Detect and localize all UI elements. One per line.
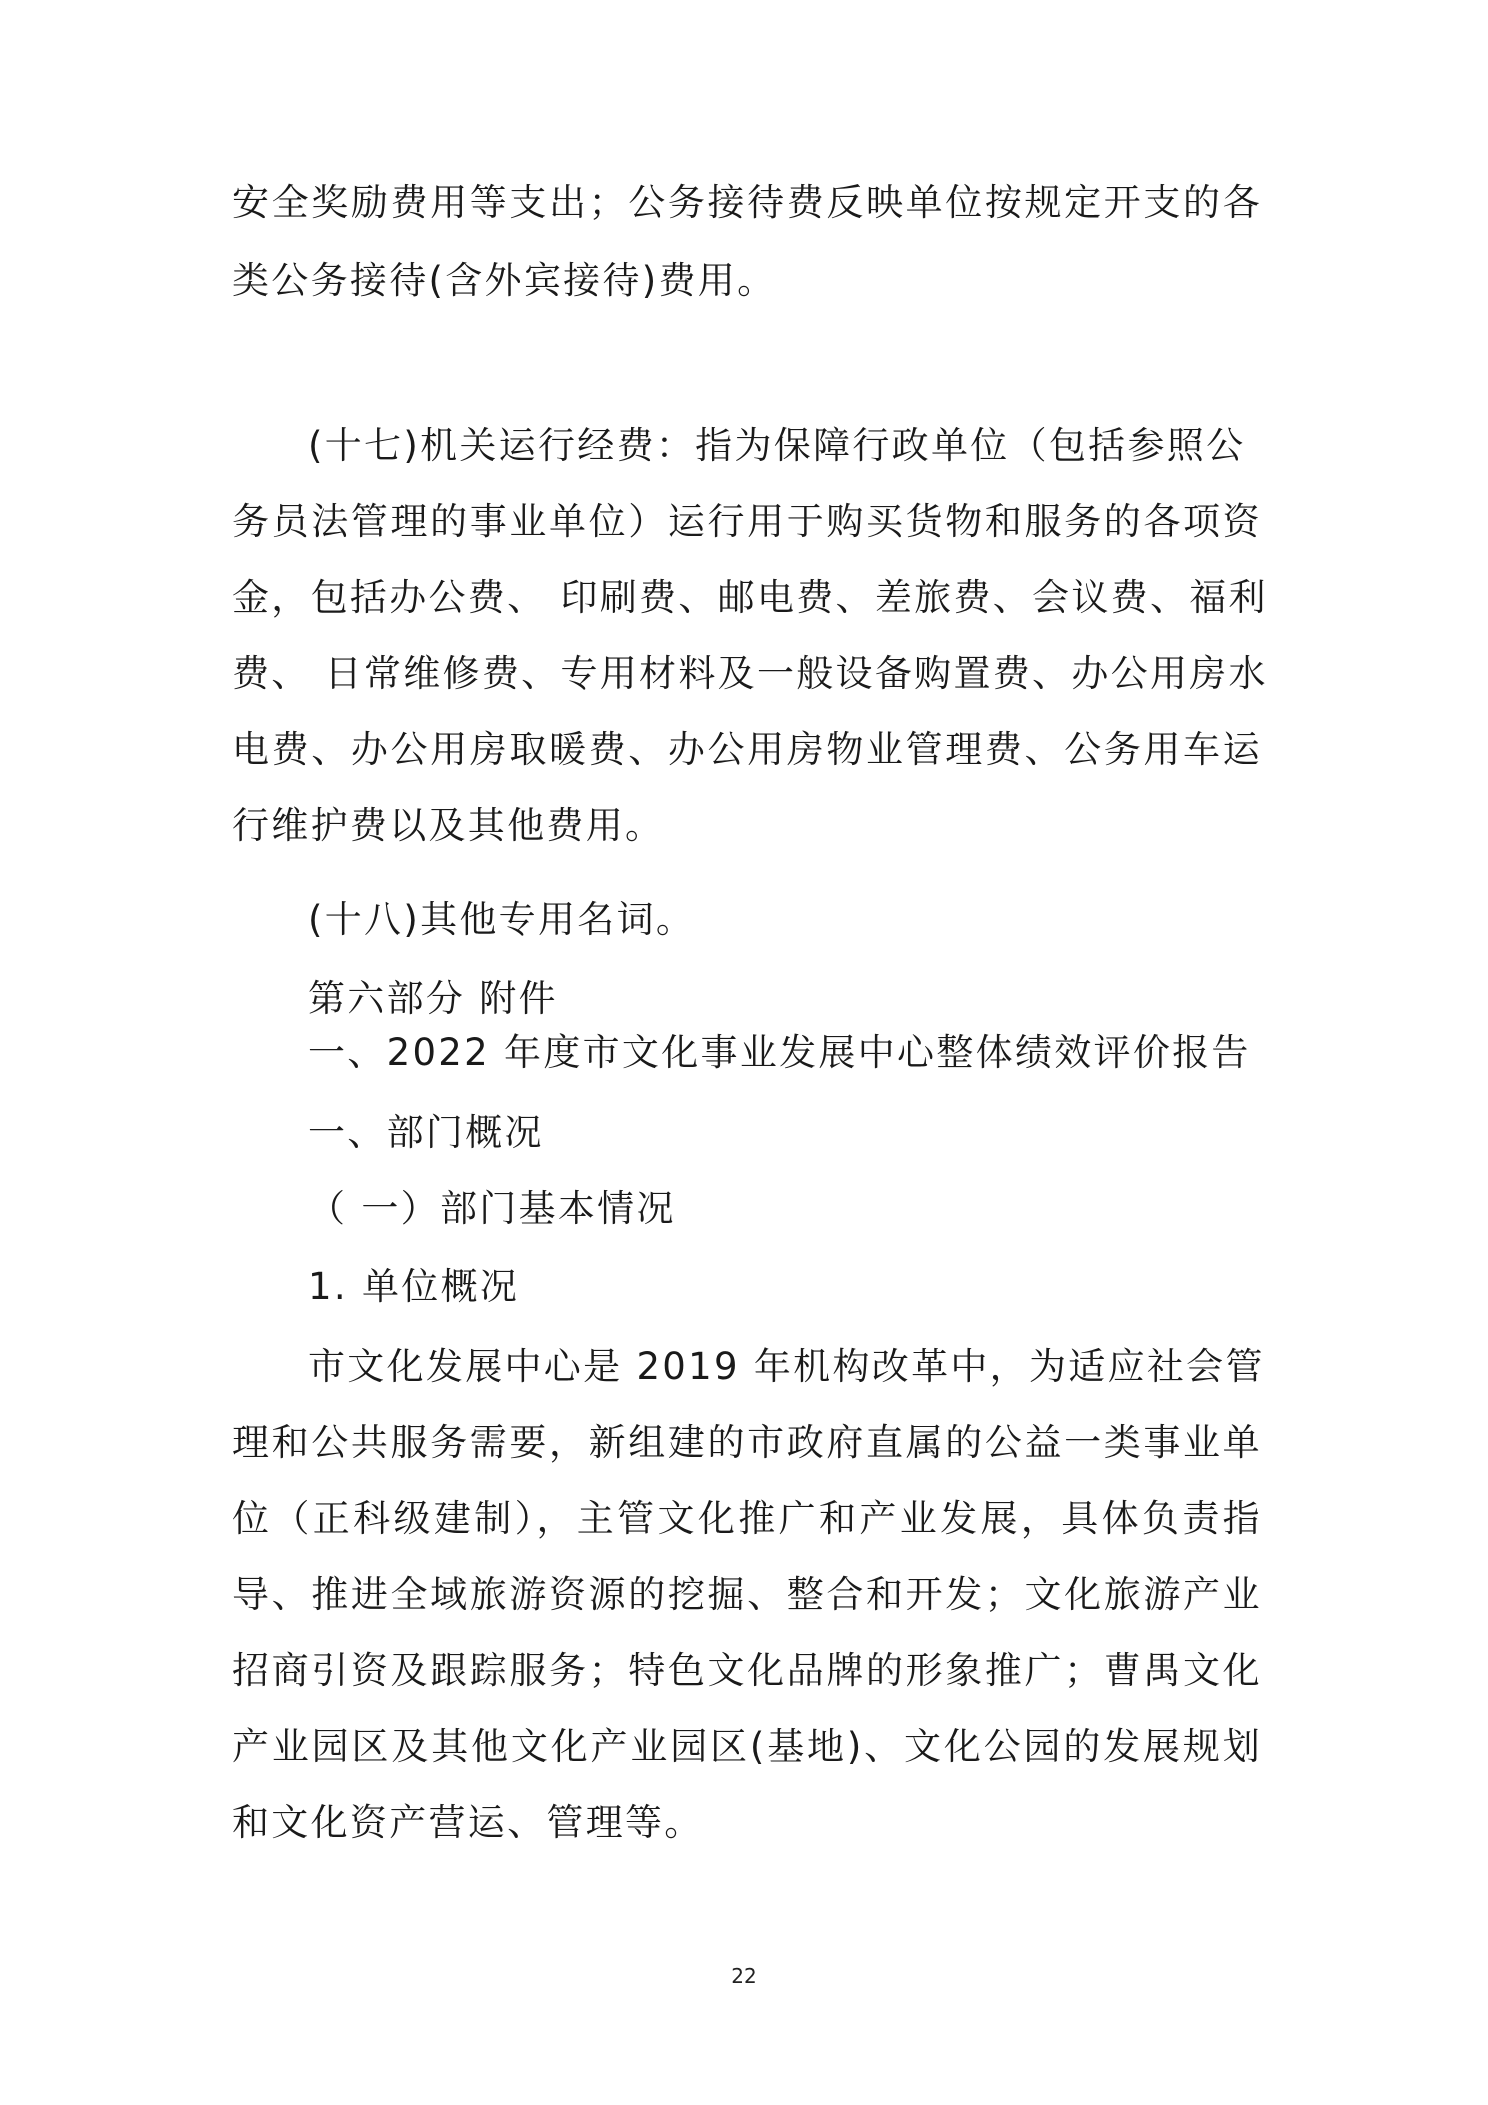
paragraph-line: 金，包括办公费、 印刷费、邮电费、差旅费、会议费、福利	[232, 576, 1268, 619]
section-heading-17: (十七)机关运行经费：指为保障行政单位（包括参照公	[308, 424, 1246, 467]
paragraph-line: 安全奖励费用等支出；公务接待费反映单位按规定开支的各	[232, 181, 1262, 224]
paragraph-line: 产业园区及其他文化产业园区(基地)、文化公园的发展规划	[232, 1725, 1262, 1768]
paragraph-line: 理和公共服务需要，新组建的市政府直属的公益一类事业单	[232, 1421, 1262, 1464]
part-six-heading: 第六部分 附件	[308, 977, 558, 1020]
item-heading: 1. 单位概况	[308, 1265, 520, 1308]
paragraph-line: 和文化资产营运、管理等。	[232, 1801, 704, 1844]
paragraph-line: 招商引资及跟踪服务；特色文化品牌的形象推广；曹禺文化	[232, 1649, 1262, 1692]
section-heading-18: (十八)其他专用名词。	[308, 898, 696, 941]
paragraph-line: 市文化发展中心是 2019 年机构改革中，为适应社会管	[308, 1345, 1265, 1388]
paragraph-line: 位（正科级建制），主管文化推广和产业发展，具体负责指	[232, 1497, 1262, 1540]
subsection-heading: （ 一）部门基本情况	[308, 1187, 676, 1230]
page-number: 22	[731, 1964, 757, 1988]
paragraph-line: 电费、办公用房取暖费、办公用房物业管理费、公务用车运	[232, 728, 1262, 771]
paragraph-line: 行维护费以及其他费用。	[232, 804, 665, 847]
paragraph-line: 务员法管理的事业单位）运行用于购买货物和服务的各项资	[232, 500, 1262, 543]
paragraph-line: 类公务接待(含外宾接待)费用。	[232, 259, 777, 302]
paragraph-line: 导、推进全域旅游资源的挖掘、整合和开发；文化旅游产业	[232, 1573, 1262, 1616]
attachment-title: 一、2022 年度市文化事业发展中心整体绩效评价报告	[308, 1031, 1251, 1074]
paragraph-line: 费、 日常维修费、专用材料及一般设备购置费、办公用房水	[232, 652, 1268, 695]
section-heading-overview: 一、部门概况	[308, 1111, 544, 1154]
